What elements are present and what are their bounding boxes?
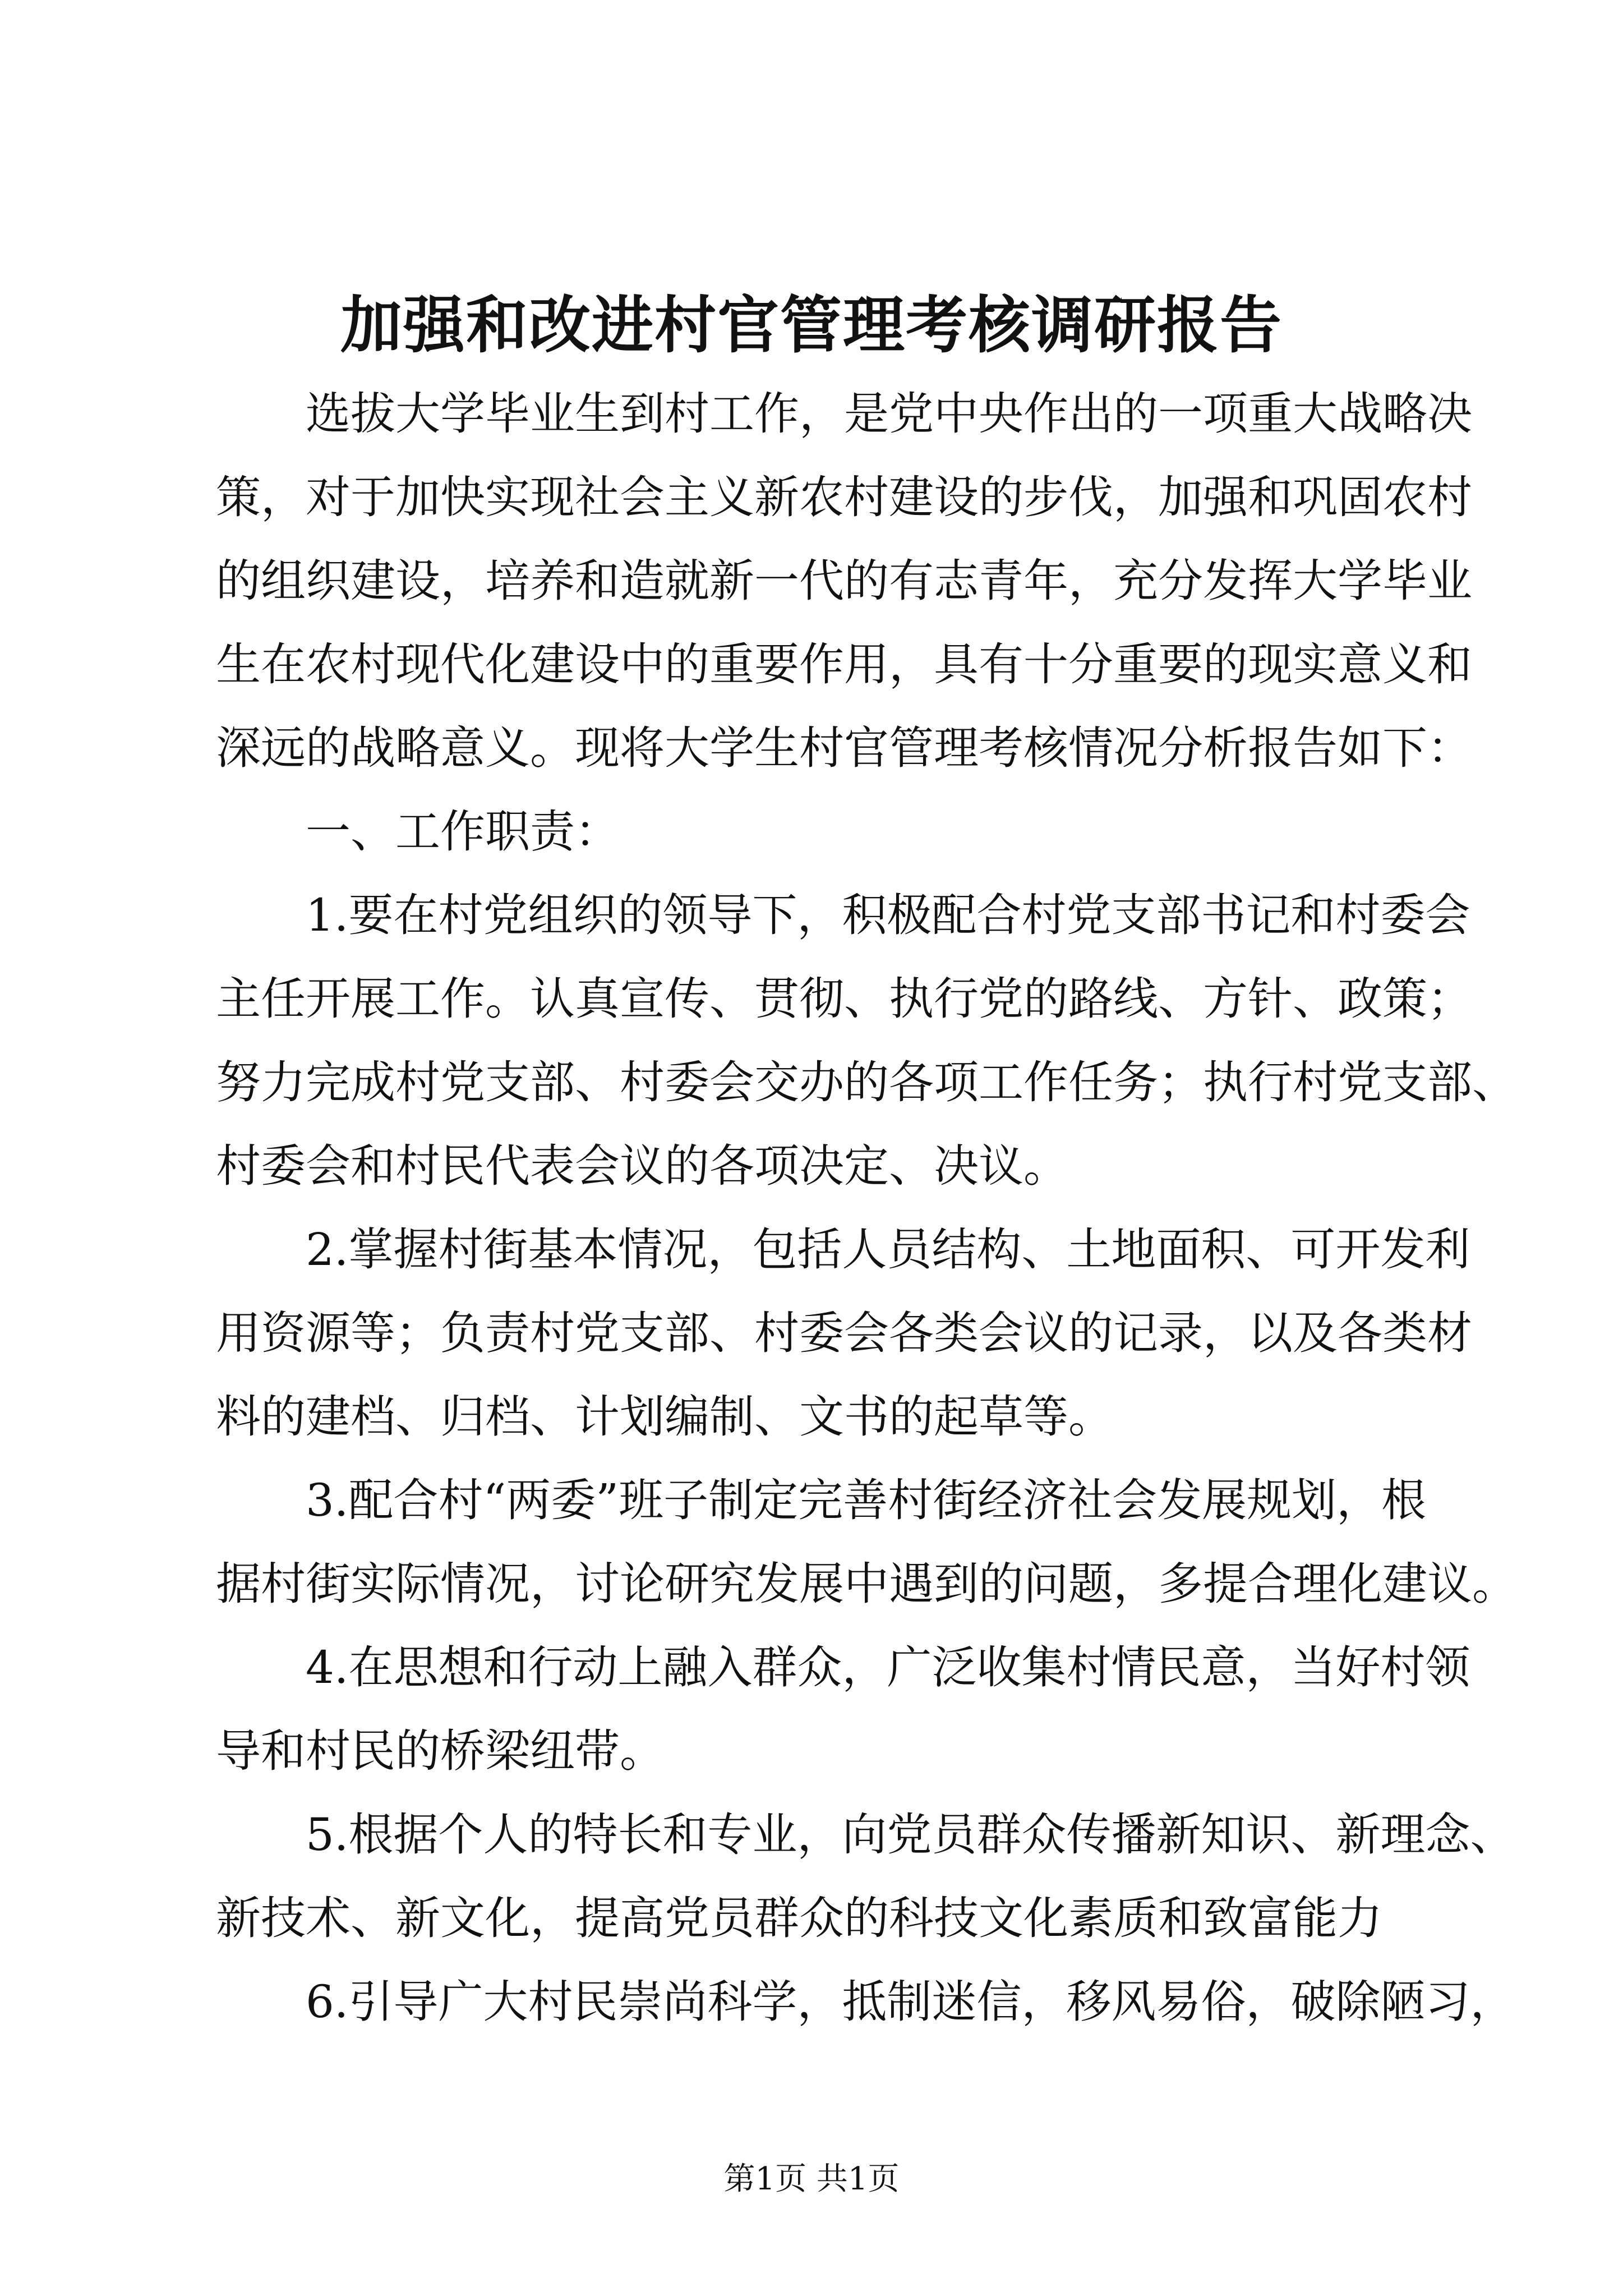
body-line: 的组织建设，培养和造就新一代的有志青年，充分发挥大学毕业 (216, 555, 1472, 607)
body-line: 2.掌握村街基本情况，包括人员结构、土地面积、可开发利 (306, 1223, 1470, 1276)
body-line: 生在农村现代化建设中的重要作用，具有十分重要的现实意义和 (216, 638, 1472, 691)
body-line: 村委会和村民代表会议的各项决定、决议。 (216, 1140, 1068, 1192)
section-heading: 一、工作职责： (306, 806, 620, 858)
body-line: 6.引导广大村民崇尚科学，抵制迷信，移风易俗，破除陋习， (306, 1976, 1515, 2028)
body-line: 主任开展工作。认真宣传、贯彻、执行党的路线、方针、政策； (216, 973, 1472, 1025)
document-title: 加强和改进村官管理考核调研报告 (340, 289, 1283, 361)
body-line: 3.配合村“两委”班子制定完善村街经济社会发展规划，根 (306, 1474, 1427, 1526)
body-line: 4.在思想和行动上融入群众，广泛收集村情民意，当好村领 (306, 1641, 1470, 1694)
page-footer: 第1页 共1页 (723, 2161, 900, 2197)
body-line: 选拔大学毕业生到村工作，是党中央作出的一项重大战略决 (306, 388, 1472, 440)
body-line: 导和村民的桥梁纽带。 (216, 1725, 665, 1777)
body-line: 策，对于加快实现社会主义新农村建设的步伐，加强和巩固农村 (216, 471, 1472, 523)
body-line: 据村街实际情况，讨论研究发展中遇到的问题，多提合理化建议。 (216, 1558, 1517, 1610)
body-line: 5.根据个人的特长和专业，向党员群众传播新知识、新理念、 (306, 1809, 1515, 1861)
body-line: 1.要在村党组织的领导下，积极配合村党支部书记和村委会 (306, 889, 1470, 941)
body-line: 努力完成村党支部、村委会交办的各项工作任务；执行村党支部、 (216, 1056, 1517, 1108)
body-line: 新技术、新文化，提高党员群众的科技文化素质和致富能力 (216, 1892, 1382, 1944)
body-line: 料的建档、归档、计划编制、文书的起草等。 (216, 1391, 1113, 1443)
body-line: 用资源等；负责村党支部、村委会各类会议的记录，以及各类材 (216, 1307, 1472, 1359)
body-line: 深远的战略意义。现将大学生村官管理考核情况分析报告如下： (216, 722, 1472, 774)
